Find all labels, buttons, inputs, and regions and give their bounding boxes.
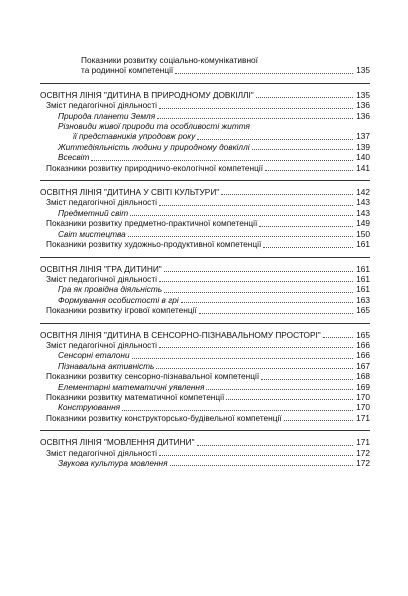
- toc-entry-title: Формування особистості в грі: [58, 294, 179, 305]
- toc-page-number: 139: [356, 141, 370, 152]
- toc-entry: [40, 413, 370, 423]
- toc-page-number: 161: [356, 263, 370, 274]
- dot-leader: [252, 149, 353, 150]
- dot-leader: [197, 139, 353, 140]
- toc-entry-title: ОСВІТНЯ ЛІНІЯ "ДИТИНА В ПРИРОДНОМУ ДОВКІЛЛІ": [40, 89, 254, 100]
- toc-entry-title: Гра як провідна діяльність: [58, 284, 163, 295]
- toc-entry: [40, 371, 370, 381]
- toc-entry-title: Зміст педагогічної діяльності: [46, 447, 157, 458]
- toc-page-number: 172: [356, 458, 370, 468]
- toc-entry-title: Показники розвитку соціально-комунікативної: [81, 55, 258, 65]
- toc-entry-title: ОСВІТНЯ ЛІНІЯ "МОВЛЕННЯ ДИТИНИ": [40, 437, 195, 448]
- toc-entry: [40, 402, 370, 412]
- toc-page-number: 143: [356, 197, 370, 208]
- table-of-contents: [40, 55, 370, 468]
- toc-page-number: 165: [356, 329, 370, 340]
- toc-entry: [40, 131, 370, 141]
- toc-entry: [40, 55, 370, 65]
- dot-leader: [122, 410, 353, 411]
- toc-entry-title: Зміст педагогічної діяльності: [46, 100, 157, 111]
- dot-leader: [284, 420, 353, 421]
- dot-leader: [256, 97, 353, 98]
- toc-page-number: 163: [356, 294, 370, 305]
- toc-page-number: 137: [356, 131, 370, 142]
- toc-entry: [40, 163, 370, 173]
- toc-entry: [40, 274, 370, 284]
- dot-leader: [159, 281, 353, 282]
- toc-entry-title: Показники розвитку предметно-практичної компетенції: [46, 218, 258, 229]
- toc-entry: [40, 458, 370, 468]
- toc-entry: [40, 295, 370, 305]
- dot-leader: [156, 368, 353, 369]
- toc-page-number: 171: [356, 412, 370, 423]
- toc-entry: [40, 100, 370, 110]
- dot-leader: [323, 337, 353, 338]
- toc-entry: [40, 305, 370, 315]
- toc-entry: [40, 361, 370, 371]
- toc-entry: [40, 111, 370, 121]
- toc-page-number: 165: [356, 305, 370, 316]
- dot-leader: [259, 226, 353, 227]
- toc-entry-title: Предметний світ: [58, 207, 129, 218]
- toc-entry-title: Показники розвитку художньо-продуктивної компетенції: [46, 239, 262, 250]
- toc-entry: [40, 65, 370, 75]
- section-divider: [40, 83, 370, 84]
- toc-entry-title: ОСВІТНЯ ЛІНІЯ "ДИТИНА В СЕНСОРНО-ПІЗНАВАЛЬНОМУ ПРОСТОРІ": [40, 329, 321, 340]
- toc-section-heading: [40, 90, 370, 100]
- toc-entry: [40, 121, 370, 131]
- toc-entry-title: Показники розвитку математичної компетенції: [46, 391, 225, 402]
- toc-page-number: 161: [356, 239, 370, 250]
- toc-page-number: 136: [356, 110, 370, 121]
- toc-page-number: 136: [356, 100, 370, 111]
- toc-entry-title: Пізнавальна активність: [58, 360, 155, 371]
- dot-leader: [164, 292, 353, 293]
- dot-leader: [261, 379, 353, 380]
- toc-section-heading: [40, 437, 370, 447]
- toc-entry: [40, 208, 370, 218]
- section-divider: [40, 180, 370, 181]
- toc-entry-title: Конструювання: [58, 402, 121, 413]
- toc-entry-title: Природа планети Земля: [58, 110, 156, 121]
- toc-page-number: 171: [356, 437, 370, 448]
- dot-leader: [175, 73, 353, 74]
- toc-entry-title: Елементарні математичні уявлення: [58, 381, 205, 392]
- toc-page-number: 166: [356, 350, 370, 361]
- toc-page-number: 166: [356, 339, 370, 350]
- dot-leader: [226, 399, 353, 400]
- dot-leader: [159, 347, 353, 348]
- toc-entry-title: Сенсорні еталони: [58, 350, 130, 361]
- toc-entry-title: Зміст педагогічної діяльності: [46, 339, 157, 350]
- toc-entry-title: Зміст педагогічної діяльності: [46, 273, 157, 284]
- toc-section-heading: [40, 264, 370, 274]
- dot-leader: [263, 247, 353, 248]
- dot-leader: [221, 194, 353, 195]
- dot-leader: [164, 271, 353, 272]
- dot-leader: [132, 358, 353, 359]
- toc-entry-title: Різновиди живої природи та особливості життя: [58, 121, 250, 132]
- toc-entry-title: Звукова культура мовлення: [58, 458, 168, 468]
- dot-leader: [157, 118, 353, 119]
- toc-entry: [40, 197, 370, 207]
- toc-page-number: 169: [356, 381, 370, 392]
- toc-page-number: 135: [356, 89, 370, 100]
- toc-entry-title: її представників упродовж року: [73, 131, 196, 142]
- dot-leader: [197, 445, 353, 446]
- dot-leader: [130, 215, 353, 216]
- toc-page-number: 149: [356, 218, 370, 229]
- toc-entry: [40, 229, 370, 239]
- dot-leader: [159, 455, 353, 456]
- toc-page-number: 170: [356, 391, 370, 402]
- section-divider: [40, 257, 370, 258]
- toc-entry-title: Показники розвитку конструкторсько-будівельної компетенції: [46, 412, 282, 423]
- dot-leader: [170, 465, 353, 466]
- toc-entry-title: Світ мистецтва: [58, 228, 126, 239]
- toc-page-number: 142: [356, 187, 370, 198]
- toc-entry: [40, 382, 370, 392]
- section-divider: [40, 323, 370, 324]
- toc-entry: [40, 392, 370, 402]
- dot-leader: [159, 205, 353, 206]
- toc-entry-title: ОСВІТНЯ ЛІНІЯ "ГРА ДИТИНИ": [40, 263, 162, 274]
- toc-entry-title: Всесвіт: [58, 152, 90, 163]
- toc-entry-title: та родинної компетенції: [81, 65, 174, 76]
- toc-section-heading: [40, 330, 370, 340]
- toc-page-number: 168: [356, 371, 370, 382]
- toc-page-number: 161: [356, 284, 370, 295]
- dot-leader: [199, 313, 353, 314]
- dot-leader: [206, 389, 353, 390]
- dot-leader: [91, 160, 353, 161]
- toc-page-number: 172: [356, 447, 370, 458]
- toc-page-number: 141: [356, 162, 370, 173]
- section-divider: [40, 430, 370, 431]
- dot-leader: [128, 236, 353, 237]
- toc-entry: [40, 284, 370, 294]
- toc-entry-title: Показники розвитку ігрової компетенції: [46, 305, 197, 316]
- toc-entry: [40, 448, 370, 458]
- toc-entry-title: Зміст педагогічної діяльності: [46, 197, 157, 208]
- dot-leader: [265, 170, 353, 171]
- toc-section-heading: [40, 187, 370, 197]
- toc-page-number: 135: [356, 65, 370, 76]
- toc-entry-title: Показники розвитку сенсорно-пізнавальної компетенції: [46, 371, 260, 382]
- toc-entry-title: Показники розвитку природничо-екологічної компетенції: [46, 162, 263, 173]
- toc-page-number: 161: [356, 273, 370, 284]
- toc-page-number: 140: [356, 152, 370, 163]
- toc-page-number: 150: [356, 228, 370, 239]
- toc-entry-title: ОСВІТНЯ ЛІНІЯ "ДИТИНА У СВІТІ КУЛЬТУРИ": [40, 187, 220, 198]
- toc-page-number: 167: [356, 360, 370, 371]
- toc-entry: [40, 152, 370, 162]
- toc-entry: [40, 239, 370, 249]
- toc-page-number: 170: [356, 402, 370, 413]
- dot-leader: [181, 302, 353, 303]
- toc-page-number: 143: [356, 207, 370, 218]
- toc-entry: [40, 218, 370, 228]
- dot-leader: [159, 108, 353, 109]
- toc-entry: [40, 340, 370, 350]
- toc-entry: [40, 142, 370, 152]
- toc-entry: [40, 350, 370, 360]
- toc-entry-title: Життєдіяльність людини у природному довкіллі: [58, 141, 250, 152]
